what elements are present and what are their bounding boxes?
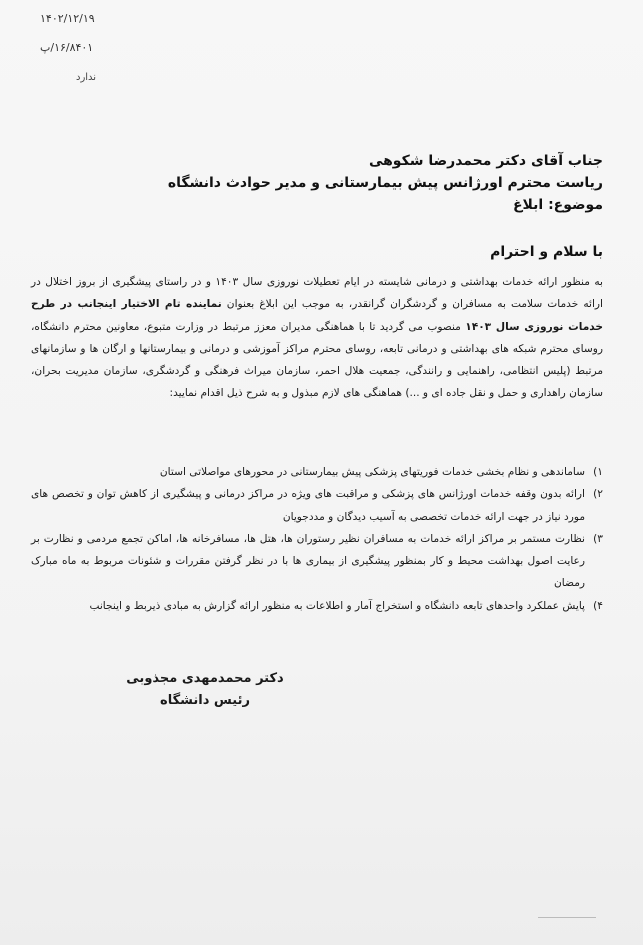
- list-item-number: ۱): [593, 466, 603, 478]
- list-item-text: ارائه بدون وقفه خدمات اورژانس های پزشکی و مراقبت های ویژه در مراکز درمانی و پیشگیری از کاهش توان و تخصص های مورد نیاز در جهت ارائه خدمات تخصصی به آسیب دیدگان و مددجویان: [31, 488, 585, 523]
- body-text-part2: منصوب می گردید تا با هماهنگی مدیران معزز مرتبط در وزارت متبوع، معاونین محترم دانشگاه، روسای محترم شبکه های بهداشتی و درمانی تابعه، روسای محترم مراکز آموزشی و درمانی و بیمارستانها و ارگان ها و سازمانهای مرتبط (پلیس انتظامی، راهنمایی و رانندگی، جمعیت هلال احمر، سازمان میراث فرهنگی و گردشگری، سازمان مدیریت بحران، سازمان راهداری و حمل و نقل جاده ای و ...) هماهنگی های لازم مبذول و به شرح ذیل اقدام نمایید:: [31, 320, 603, 400]
- letter-number: ۱۶/۸۴۰۱/پ: [40, 41, 94, 54]
- list-item-number: ۴): [593, 599, 603, 612]
- list-item: [31, 461, 603, 483]
- addressee-name: جناب آقای دکتر محمدرضا شکوهی: [368, 153, 603, 169]
- greeting: با سلام و احترام: [490, 244, 603, 260]
- letter-attachment: ندارد: [76, 72, 97, 83]
- action-items-list: [31, 461, 603, 617]
- signatory-title: رئیس دانشگاه: [160, 693, 250, 708]
- list-item: [31, 595, 603, 617]
- letter-date: ۱۴۰۲/۱۲/۱۹: [40, 12, 95, 25]
- body-text-part1: به منظور ارائه خدمات بهداشتی و درمانی شایسته در ایام تعطیلات نوروزی سال ۱۴۰۳ و در راستای پیشگیری از بروز اختلال در ارائه خدمات سلامت به مسافران و گردشگران گرانقدر، به موجب این ابلاغ بعنوان: [31, 276, 603, 311]
- addressee-position: ریاست محترم اورژانس پیش بیمارستانی و مدیر حوادث دانشگاه: [167, 175, 603, 191]
- list-item-number: ۲): [593, 488, 603, 501]
- letter-subject: موضوع: ابلاغ: [512, 197, 603, 213]
- body-text-bold: نماینده تام الاختیار اینجانب در طرح خدمات نوروزی سال ۱۴۰۳: [31, 298, 604, 333]
- addressee-block: [83, 150, 603, 216]
- list-item-text: پایش عملکرد واحدهای تابعه دانشگاه و استخراج آمار و اطلاعات به منظور ارائه گزارش به مبادی ذیربط و اینجانب: [89, 599, 585, 612]
- list-item: [31, 528, 603, 595]
- list-item-text: نظارت مستمر بر مراکز ارائه خدمات به مسافران نظیر رستوران ها، هتل ها، مسافرخانه ها، اماکن تجمع مردمی و نظارت بر رعایت اصول بهداشت محیط و کار بمنظور پیشگیری از بیماری ها با در نظر گرفتن مقررات و شئونات مربوط به ماه مبارک رمضان: [31, 532, 585, 590]
- divider: [538, 917, 596, 918]
- list-item-text: ساماندهی و نظام بخشی خدمات فوریتهای پزشکی پیش بیمارستانی در محورهای مواصلاتی استان: [159, 466, 585, 478]
- list-item-number: ۳): [593, 532, 603, 545]
- signatory-name: دکتر محمدمهدی مجذوبی: [126, 671, 284, 686]
- list-item: [31, 483, 603, 528]
- signature-block: [110, 668, 300, 712]
- letter-body: [31, 271, 603, 405]
